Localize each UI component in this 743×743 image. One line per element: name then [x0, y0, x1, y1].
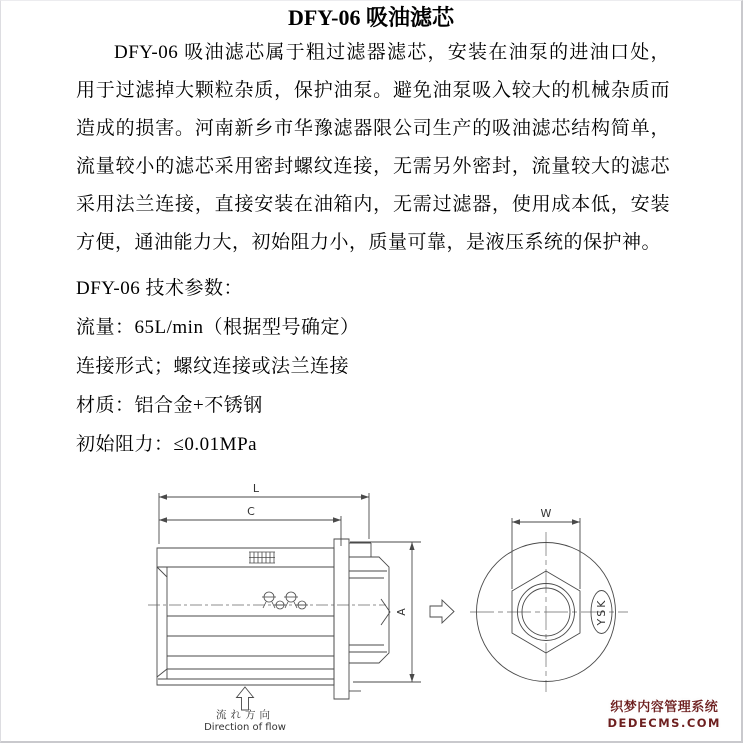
- flow-direction-right-arrow-icon: [430, 600, 454, 623]
- intro-paragraph: DFY-06 吸油滤芯属于粗过滤器滤芯，安装在油泵的进油口处，用于过滤掉大颗粒杂质，保护油泵。避免油泵吸入较大的机械杂质而造成的损害。河南新乡市华豫滤器限公司生产的吸油滤芯结构简单，流量较小的滤芯采用密封螺纹连接，无需另外密封，流量较大的滤芯采用法兰连接，直接安装在油箱内，无需过滤器，使用成本低，安装方便，通油能力大，初始阻力小，质量可靠，是液压系统的保护神。: [76, 42, 670, 253]
- flow-direction-up-arrow-icon: [237, 687, 254, 710]
- spec-initial-resistance: 初始阻力：≤0.01MPa: [76, 434, 258, 455]
- specs-heading: DFY-06 技术参数：: [76, 278, 243, 299]
- dim-label-C: C: [247, 505, 255, 518]
- dim-label-W: W: [540, 507, 552, 520]
- spec-material: 材质：铝合金+不锈钢: [76, 395, 263, 416]
- weld-symbols: [262, 592, 308, 609]
- dim-label-A: A: [395, 608, 408, 616]
- brand-mark-label: YSK: [595, 598, 608, 626]
- flow-label-jp: 流れ方向: [216, 709, 274, 721]
- spec-connection-type: 连接形式；螺纹连接或法兰连接: [76, 356, 350, 377]
- page-title: DFY-06 吸油滤芯: [287, 5, 455, 30]
- dedecms-watermark: [608, 700, 722, 731]
- watermark-line2: DEDECMS.COM: [607, 716, 721, 730]
- spec-flow-rate: 流量：65L/min（根据型号确定）: [76, 317, 360, 338]
- watermark-line1: 织梦内容管理系统: [610, 700, 719, 715]
- dim-label-L: L: [252, 482, 260, 495]
- flow-label-en: Direction of flow: [204, 722, 286, 733]
- spec-list: [76, 269, 670, 464]
- mesh-hatch-symbol: [249, 552, 275, 563]
